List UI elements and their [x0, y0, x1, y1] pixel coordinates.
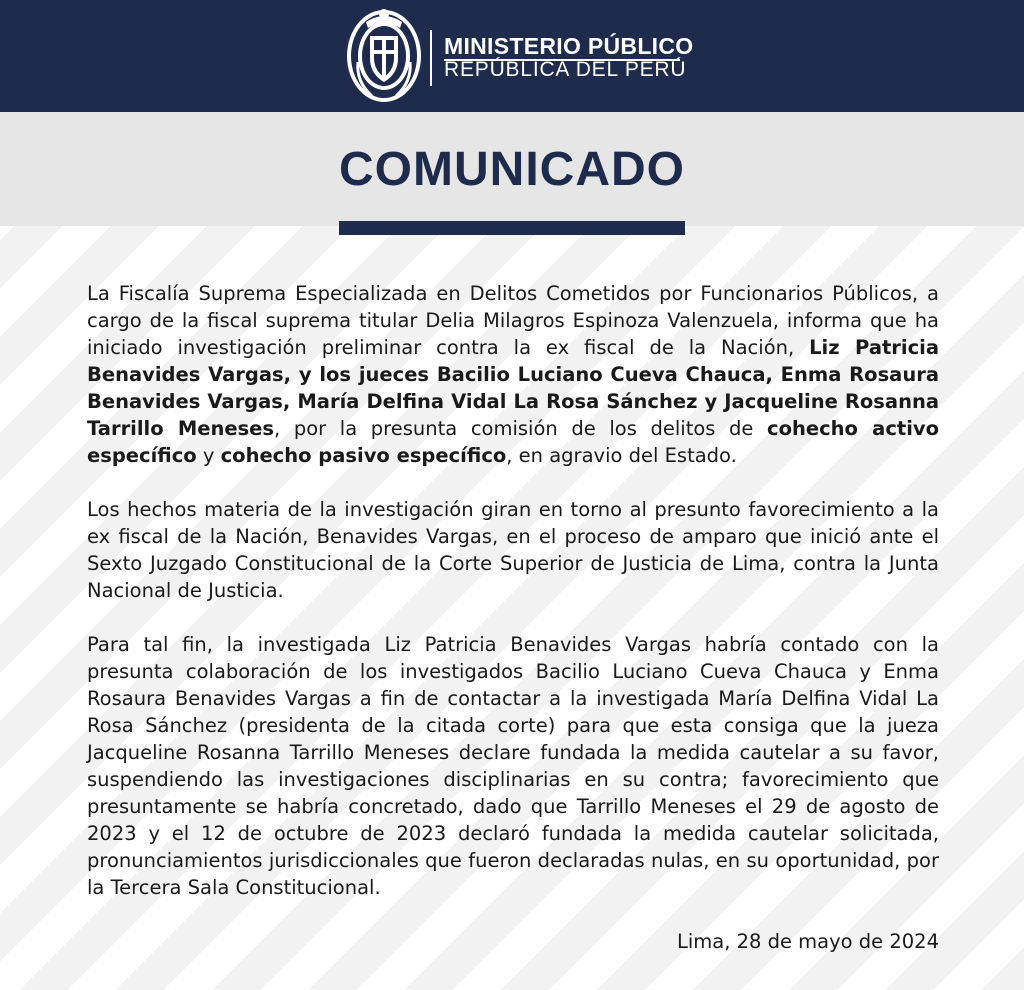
crime-passive-bribery: cohecho pasivo específico — [220, 444, 507, 467]
accused-names: Liz Patricia Benavides Vargas, y los jueces Bacilio Luciano Cueva Chauca, Enma Rosaura Benavides Vargas, María Delfina Vidal La Rosa Sánchez y Jacqueline Rosanna Tarrillo Meneses — [87, 336, 939, 440]
page-title: COMUNICADO — [339, 143, 685, 196]
header-divider — [430, 30, 432, 86]
communique-body — [87, 280, 939, 982]
org-country: REPÚBLICA DEL PERÚ — [444, 58, 687, 81]
paragraph-3: Para tal fin, la investigada Liz Patricia Benavides Vargas habría contado con la presunta colaboración de los investigados Bacilio Luciano Cueva Chauca y Enma Rosaura Benavides Vargas a fin de contactar a la investigada María Delfina Vidal La Rosa Sánchez (presidenta de la citada corte) para que esta consiga que la jueza Jacqueline Rosanna Tarrillo Meneses declare fundada la medida cautelar a su favor, suspendiendo las investigaciones disciplinarias en su contra; favorecimiento que presuntamente se habría concretado, dado que Tarrillo Meneses el 29 de agosto de 2023 y el 12 de octubre de 2023 declaró fundada la medida cautelar solicitada, pronunciamientos jurisdiccionales que fueron declaradas nulas, en su oportunidad, por la Tercera Sala Constitucional. — [87, 633, 939, 899]
title-underline — [339, 221, 685, 235]
paragraph-1: La Fiscalía Suprema Especializada en Delitos Cometidos por Funcionarios Públicos, a cargo de la fiscal suprema titular Delia Milagros Espinoza Valenzuela, informa que ha iniciado investigación preliminar contra la ex fiscal de la Nación, Liz Patricia Benavides Vargas, y los jueces Bacilio Luciano Cueva Chauca, Enma Rosaura Benavides Vargas, María Delfina Vidal La Rosa Sánchez y Jacqueline Rosanna Tarrillo Meneses, por la presunta comisión de los delitos de cohecho activo específico y cohecho pasivo específico, en agravio del Estado. — [87, 282, 939, 467]
org-name: MINISTERIO PÚBLICO — [444, 33, 694, 59]
coat-of-arms-seal-icon — [344, 2, 424, 106]
paragraph-2: Los hechos materia de la investigación giran en torno al presunto favorecimiento a la ex fiscal de la Nación, Benavides Vargas, en el proceso de amparo que inició ante el Sexto Juzgado Constitucional de la Corte Superior de Justicia de Lima, contra la Junta Nacional de Justicia. — [87, 498, 939, 602]
signoff-date: Lima, 28 de mayo de 2024 — [676, 930, 939, 953]
crime-active-bribery: cohecho activo específico — [87, 417, 939, 467]
header-bar — [0, 0, 1024, 112]
